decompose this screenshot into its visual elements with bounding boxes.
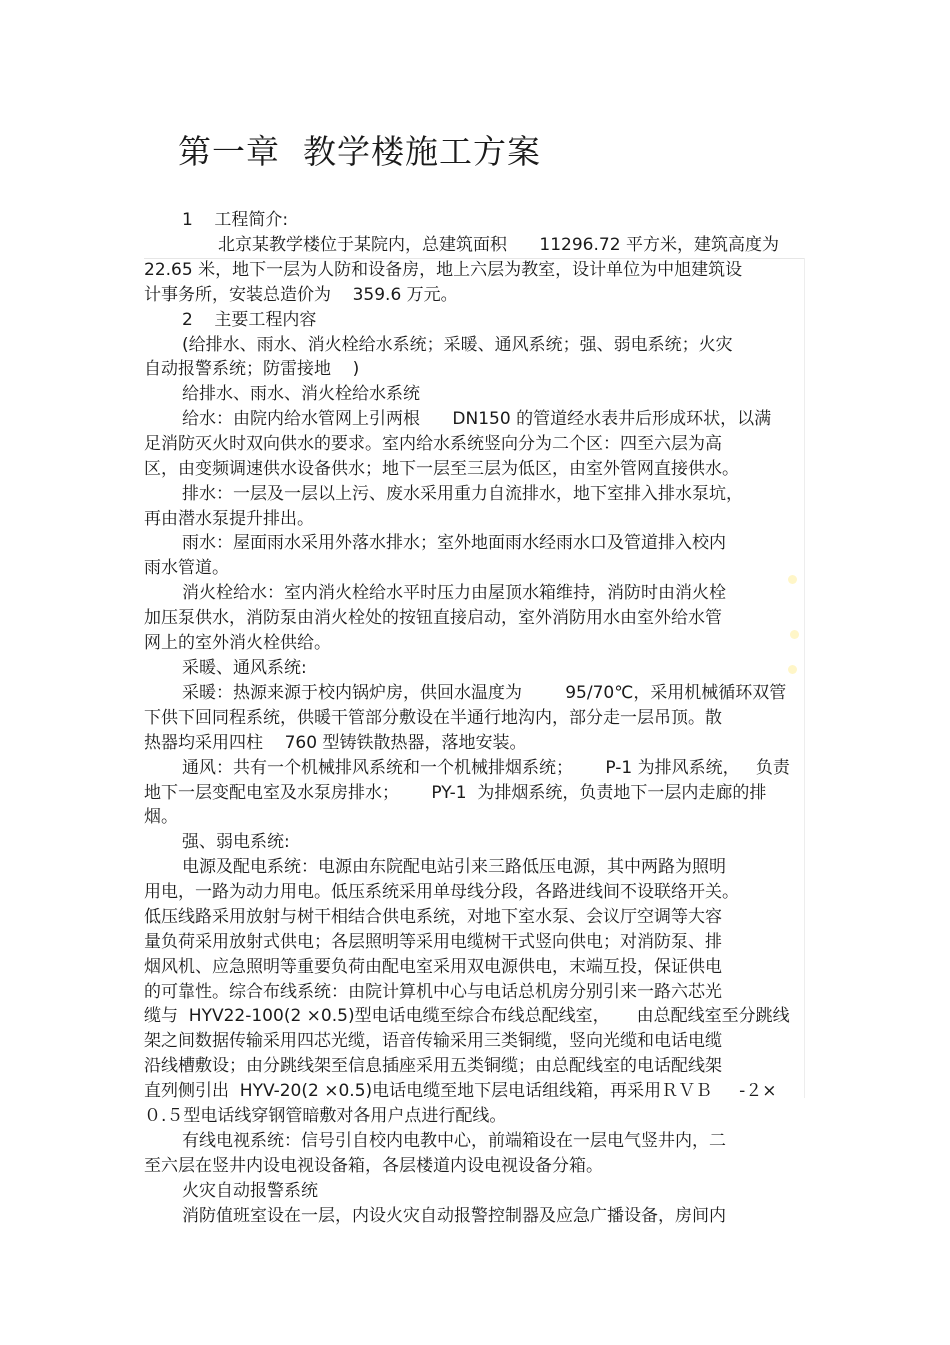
paragraph-line: 采暖：热源来源于校内锅炉房，供回水温度为 95/70℃，采用机械循环双管 (182, 683, 787, 703)
paragraph-line: 地下一层变配电室及水泵房排水； PY-1 为排烟系统，负责地下一层内走廊的排 (144, 783, 767, 803)
chapter-title: 第一章 教学楼施工方案 (178, 132, 541, 171)
paragraph-line: 雨水管道。 (144, 558, 229, 578)
paragraph-line: 的可靠性。综合布线系统：由院计算机中心与电话总机房分别引来一路六芯光 (144, 982, 722, 1002)
paragraph-line: 架之间数据传输采用四芯光缆，语音传输采用三类铜缆，竖向光缆和电话电缆 (144, 1031, 722, 1051)
paragraph-line: 给水：由院内给水管网上引两根 DN150 的管道经水表井后形成环状，以满 (182, 409, 772, 429)
paragraph-line: 足消防灭火时双向供水的要求。室内给水系统竖向分为二个区：四至六层为高 (144, 434, 722, 454)
section-heading: 1 工程简介: (182, 210, 289, 230)
paragraph-line: (给排水、雨水、消火栓给水系统；采暖、通风系统；强、弱电系统；火灾 (182, 335, 733, 355)
paragraph-line: 缆与 HYV22-100(2 ×0.5)型电话电缆至综合布线总配线室， 由总配线室至分跳线 (144, 1006, 790, 1026)
paragraph-line: ０.５型电话线穿钢管暗敷对各用户点进行配线。 (144, 1106, 507, 1126)
scan-speck (790, 630, 799, 639)
paragraph-line: 自动报警系统；防雷接地 ) (144, 359, 360, 379)
paragraph-line: 消防值班室设在一层，内设火灾自动报警控制器及应急广播设备，房间内 (182, 1206, 726, 1226)
page-frame-right-border (804, 258, 805, 1098)
paragraph-line: 排水：一层及一层以上污、废水采用重力自流排水，地下室排入排水泵坑， (182, 484, 743, 504)
paragraph-line: 电源及配电系统：电源由东院配电站引来三路低压电源，其中两路为照明 (182, 857, 726, 877)
subsection-heading: 给排水、雨水、消火栓给水系统 (182, 384, 420, 404)
paragraph-line: 烟风机、应急照明等重要负荷由配电室采用双电源供电，末端互投，保证供电 (144, 957, 722, 977)
paragraph-line: 烟。 (144, 807, 178, 827)
paragraph-line: 用电，一路为动力用电。低压系统采用单母线分段，各路进线间不设联络开关。 (144, 882, 739, 902)
paragraph-line: 计事务所，安装总造价为 359.6 万元。 (144, 285, 458, 305)
subsection-heading: 强、弱电系统: (182, 832, 290, 852)
subsection-heading: 采暖、通风系统: (182, 658, 307, 678)
paragraph-line: 消火栓给水：室内消火栓给水平时压力由屋顶水箱维持，消防时由消火栓 (182, 583, 726, 603)
scan-speck (788, 665, 797, 674)
paragraph-line: 加压泵供水，消防泵由消火栓处的按钮直接启动，室外消防用水由室外给水管 (144, 608, 722, 628)
paragraph-line: 热器均采用四柱 760 型铸铁散热器，落地安装。 (144, 733, 527, 753)
subsection-heading: 火灾自动报警系统 (182, 1181, 318, 1201)
paragraph-line: 通风：共有一个机械排风系统和一个机械排烟系统； P-1 为排风系统， 负责 (182, 758, 790, 778)
paragraph-line: 直列侧引出 HYV-20(2 ×0.5)电话电缆至地下层电话组线箱，再采用ＲＶＢ -２× (144, 1081, 777, 1101)
paragraph-line: 区，由变频调速供水设备供水；地下一层至三层为低区，由室外管网直接供水。 (144, 459, 739, 479)
paragraph-line: 沿线槽敷设；由分跳线架至信息插座采用五类铜缆；由总配线室的电话配线架 (144, 1056, 722, 1076)
paragraph-line: 至六层在竖井内设电视设备箱，各层楼道内设电视设备分箱。 (144, 1156, 603, 1176)
paragraph-line: 量负荷采用放射式供电；各层照明等采用电缆树干式竖向供电；对消防泵、排 (144, 932, 722, 952)
paragraph-line: 22.65 米，地下一层为人防和设备房，地上六层为教室，设计单位为中旭建筑设 (144, 260, 743, 280)
paragraph-line: 北京某教学楼位于某院内，总建筑面积 11296.72 平方米，建筑高度为 (218, 235, 779, 255)
paragraph-line: 有线电视系统：信号引自校内电教中心，前端箱设在一层电气竖井内，二 (182, 1131, 726, 1151)
section-heading: 2 主要工程内容 (182, 310, 317, 330)
paragraph-line: 下供下回同程系统，供暖干管部分敷设在半通行地沟内，部分走一层吊顶。散 (144, 708, 722, 728)
paragraph-line: 网上的室外消火栓供给。 (144, 633, 331, 653)
scan-speck (788, 575, 797, 584)
paragraph-line: 低压线路采用放射与树干相结合供电系统，对地下室水泵、会议厅空调等大容 (144, 907, 722, 927)
paragraph-line: 再由潜水泵提升排出。 (144, 509, 314, 529)
paragraph-line: 雨水：屋面雨水采用外落水排水；室外地面雨水经雨水口及管道排入校内 (182, 533, 726, 553)
